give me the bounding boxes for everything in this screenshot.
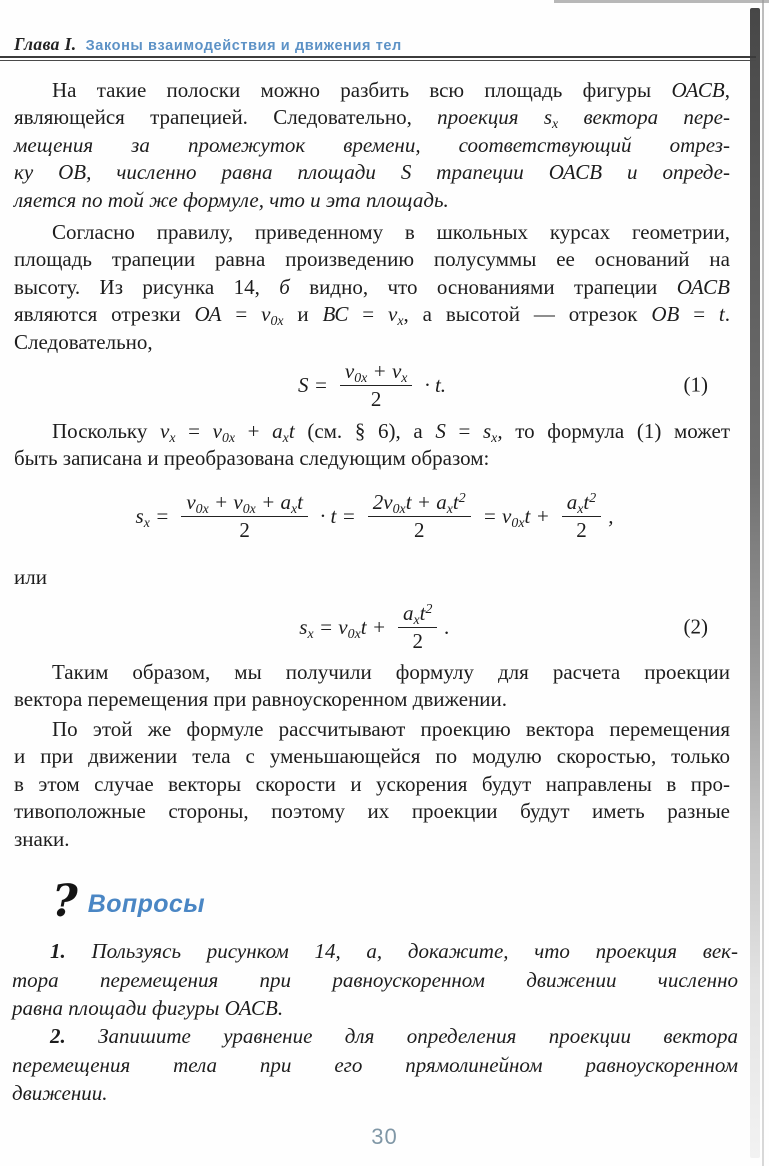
text-line: 1. Пользуясь рисунком 14, а, докажите, что проекция век- xyxy=(50,939,738,963)
equation-lhs: $s_x$ = xyxy=(135,503,170,530)
equation-operator: · t = xyxy=(320,503,356,528)
fraction-denominator: 2 xyxy=(370,387,382,411)
fraction-numerator: $a_xt^2$ xyxy=(562,490,601,517)
fraction xyxy=(368,490,471,542)
equation-2 xyxy=(14,594,730,660)
question-mark-icon: ? xyxy=(52,876,78,927)
equation-punctuation: . xyxy=(444,614,450,639)
equation-operator: = $v_{0x}t$ + xyxy=(482,503,550,530)
text-line: и при движении тела с уменьшающейся по модулю скоростью, только xyxy=(14,744,730,769)
paragraph-conclusion xyxy=(14,659,730,714)
paragraph-substitution xyxy=(14,418,730,473)
fraction xyxy=(181,490,308,542)
text-line: движении. xyxy=(12,1081,108,1106)
fraction xyxy=(398,601,437,653)
questions-title: Вопросы xyxy=(87,890,205,918)
page-number: 30 xyxy=(371,1124,398,1149)
text-line: тора перемещения при равноускоренном движении численно xyxy=(12,967,738,992)
equation-lhs: S = xyxy=(297,372,328,397)
paragraph-deceleration-note xyxy=(14,716,730,853)
text-line: являющейся трапецией. Следовательно, проекция $s_x$ вектора пере- xyxy=(14,105,730,132)
fraction-denominator: 2 xyxy=(413,518,425,542)
text-line: Следовательно, xyxy=(14,329,153,354)
scan-top-shadow xyxy=(554,0,769,3)
text-line: Поскольку $v_x = v_{0x} + a_xt$ (см. § 6), а $S = s_x$, то формула (1) может xyxy=(52,419,730,445)
text-line: площадь трапеции равна произведению полусуммы ее оснований на xyxy=(14,247,730,272)
paragraph-trapezoid-rule xyxy=(14,219,730,356)
fraction-denominator: 2 xyxy=(239,518,250,542)
scan-edge-line xyxy=(762,0,764,1166)
fraction xyxy=(562,490,601,542)
fraction-denominator: 2 xyxy=(412,629,423,653)
equation-number: (1) xyxy=(683,372,708,397)
text-line: вектора перемещения при равноускоренном движении. xyxy=(14,687,508,712)
text-line: являются отрезки ОА = $v_{0x}$ и ВС = $v_x$, а высотой — отрезок ОВ = t. xyxy=(14,302,731,329)
or-word: или xyxy=(14,565,47,589)
chapter-label: Глава I. xyxy=(14,34,77,54)
question-1 xyxy=(12,937,738,1023)
text-line: Таким образом, мы получили формулу для расчета проекции xyxy=(52,660,730,684)
header-rule xyxy=(0,56,756,61)
text-line: равна площади фигуры ОАСВ. xyxy=(12,996,284,1021)
text-line: По этой же формуле рассчитывают проекцию вектора перемещения xyxy=(52,717,730,741)
text-line: в этом случае векторы скорости и ускорения будут направлены в про- xyxy=(14,771,730,796)
scan-edge-shadow xyxy=(750,8,760,1158)
question-2 xyxy=(12,1022,738,1108)
equation-number: (2) xyxy=(683,614,708,639)
text-line: На такие полоски можно разбить всю площадь фигуры ОАСВ, xyxy=(52,78,730,102)
equation-punctuation: , xyxy=(608,503,614,528)
equation-lhs: $s_x = v_{0x}t$ + xyxy=(299,614,386,641)
fraction-numerator: $a_xt^2$ xyxy=(398,601,437,628)
text-line: тивоположные стороны, поэтому их проекции будут иметь разные xyxy=(14,799,730,824)
text-line: Согласно правилу, приведенному в школьных курсах геометрии, xyxy=(52,220,730,244)
running-header xyxy=(14,34,730,55)
fraction-denominator: 2 xyxy=(576,518,587,542)
text-line: ляется по той же формуле, что и эта площадь. xyxy=(14,187,449,212)
text-line: перемещения тела при его прямолинейном равноускоренном xyxy=(12,1052,738,1077)
equation-derivation xyxy=(14,478,730,554)
text-line: 2. Запишите уравнение для определения проекции вектора xyxy=(50,1024,738,1048)
questions-heading xyxy=(52,876,205,927)
text-line: знаки. xyxy=(14,826,70,851)
fraction-numerator: $v_{0x} + v_x$ xyxy=(340,359,413,386)
text-line: быть записана и преобразована следующим образом: xyxy=(14,446,490,471)
text-line: ку ОВ, численно равна площади S трапеции ОАСВ и опреде- xyxy=(14,160,730,185)
paragraph-intro xyxy=(14,77,730,214)
text-line: мещения за промежуток времени, соответствующий отрез- xyxy=(14,132,730,157)
fraction-numerator: $2v_{0x}t + a_xt^2$ xyxy=(368,490,471,517)
chapter-title: Законы взаимодействия и движения тел xyxy=(85,38,402,54)
fraction-numerator: $v_{0x} + v_{0x} + a_xt$ xyxy=(181,490,308,517)
text-line: высоту. Из рисунка 14, б видно, что основаниями трапеции ОАСВ xyxy=(14,274,730,299)
equation-rhs: · t. xyxy=(424,372,447,397)
equation-1 xyxy=(14,352,730,418)
fraction xyxy=(340,359,413,411)
